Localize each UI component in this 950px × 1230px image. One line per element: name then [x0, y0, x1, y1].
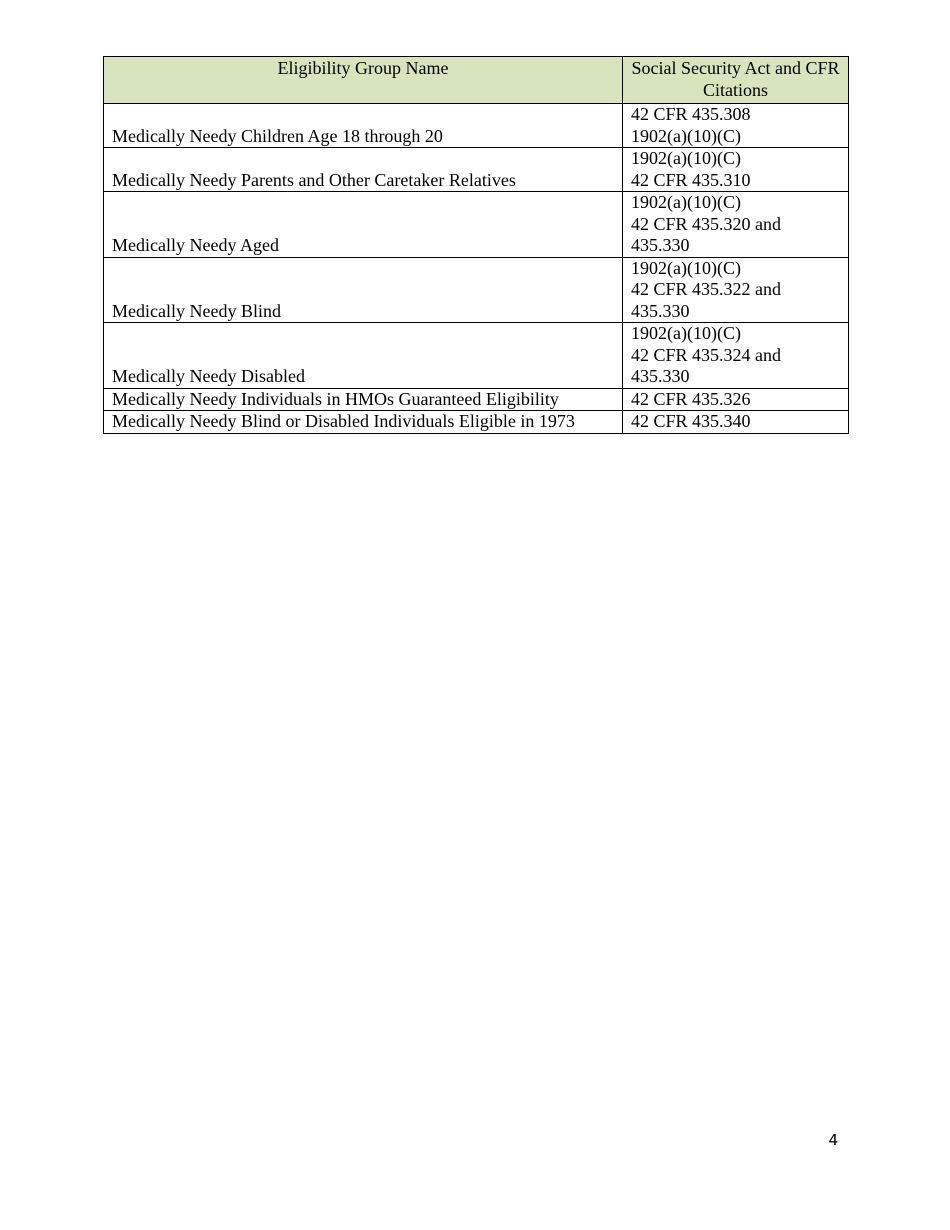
citations-cell — [623, 323, 849, 389]
table-row — [104, 411, 849, 434]
eligibility-group-cell: Medically Needy Blind — [104, 257, 623, 323]
citations-cell — [623, 148, 849, 192]
header-citations: Social Security Act and CFR Citations — [623, 57, 849, 104]
table-row — [104, 323, 849, 389]
citation-line: 42 CFR 435.308 — [631, 104, 751, 124]
table-row — [104, 104, 849, 148]
eligibility-group-cell: Medically Needy Children Age 18 through 20 — [104, 104, 623, 148]
table-row — [104, 148, 849, 192]
table-row — [104, 257, 849, 323]
header-eligibility-group-name: Eligibility Group Name — [104, 57, 623, 104]
citation-line: 1902(a)(10)(C) — [631, 125, 741, 146]
citations-cell — [623, 257, 849, 323]
page-number: 4 — [828, 1131, 838, 1149]
citation-line: 435.330 — [631, 300, 690, 321]
eligibility-groups-table — [103, 56, 849, 434]
table-row — [104, 388, 849, 411]
citation-line: 1902(a)(10)(C) — [631, 148, 741, 168]
table-body — [104, 104, 849, 434]
citation-line: 42 CFR 435.324 and — [631, 344, 782, 365]
citations-cell — [623, 388, 849, 411]
citation-line: 42 CFR 435.320 and — [631, 213, 782, 234]
citation-line: 42 CFR 435.322 and — [631, 279, 782, 299]
citation-line: 435.330 — [631, 366, 690, 386]
citation-line: 1902(a)(10)(C) — [631, 257, 741, 278]
table-row — [104, 192, 849, 258]
eligibility-group-cell: Medically Needy Individuals in HMOs Guaranteed Eligibility — [104, 388, 623, 411]
eligibility-group-cell: Medically Needy Blind or Disabled Individuals Eligible in 1973 — [104, 411, 623, 434]
citation-line: 1902(a)(10)(C) — [631, 323, 741, 343]
table-header-row — [104, 57, 849, 104]
citations-cell — [623, 192, 849, 258]
eligibility-group-cell: Medically Needy Parents and Other Caretaker Relatives — [104, 148, 623, 192]
citations-cell — [623, 104, 849, 148]
eligibility-group-cell: Medically Needy Aged — [104, 192, 623, 258]
eligibility-group-cell: Medically Needy Disabled — [104, 323, 623, 389]
citation-line: 435.330 — [631, 235, 690, 255]
citation-line: 1902(a)(10)(C) — [631, 192, 741, 212]
citation-line: 42 CFR 435.340 — [631, 411, 751, 431]
citation-line: 42 CFR 435.326 — [631, 388, 751, 409]
citation-line: 42 CFR 435.310 — [631, 169, 751, 190]
citations-cell — [623, 411, 849, 434]
